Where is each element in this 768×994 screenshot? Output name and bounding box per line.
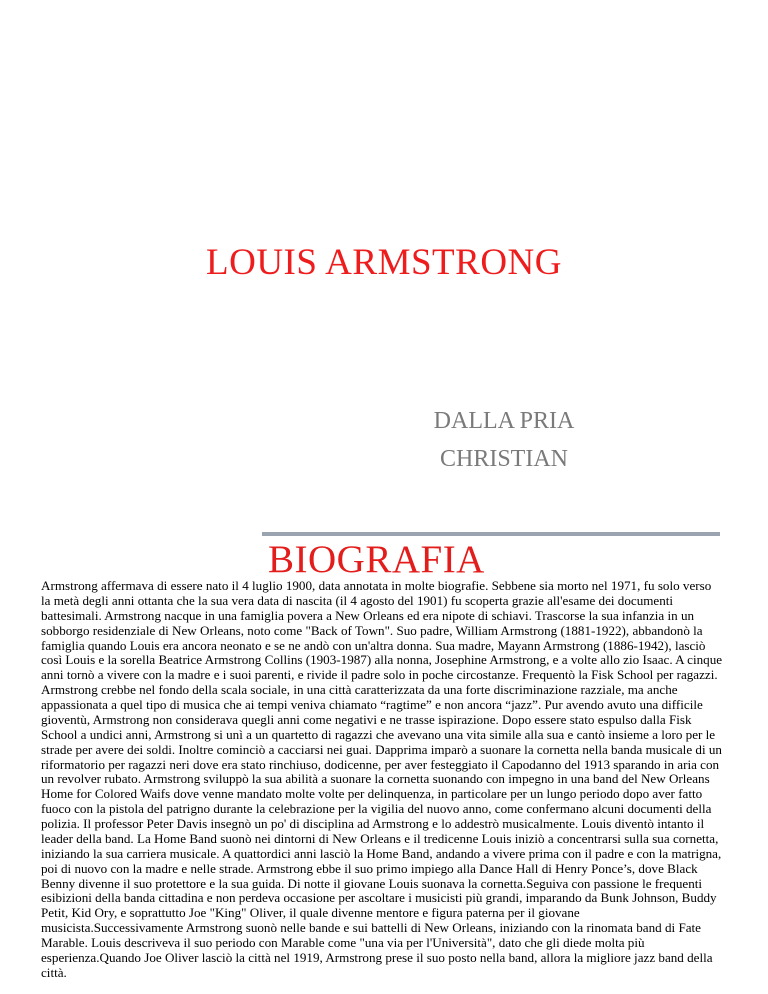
biography-paragraph: Armstrong affermava di essere nato il 4 luglio 1900, data annotata in molte biografie. Sebbene sia morto nel 1971, fu solo verso la metà degli anni ottanta che la sua vera data di nascita (il 4 agosto del 1901) fu scoperta grazie all'esame dei documenti battesimali. Armstrong nacque in una famiglia povera a New Orleans ed era nipote di schiavi. Trascorse la sua infanzia in un sobborgo residenziale di New Orleans, noto come "Back of Town". Suo padre, William Armstrong (1881-1922), abbandonò la famiglia quando Louis era ancora neonato e se ne andò con un'altra donna. Sua madre, Mayann Armstrong (1886-1942), lasciò così Louis e la sorella Beatrice Armstrong Collins (1903-1987) alla nonna, Josephine Armstrong, e a volte allo zio Isaac. A cinque anni tornò a vivere con la madre e i suoi parenti, e rivide il padre solo in poche circostanze. Frequentò la Fisk School per ragazzi. Armstrong crebbe nel fondo della scala sociale, in una città caratterizzata da una forte discriminazione razziale, ma anche appassionata a quel tipo di musica che ai tempi veniva chiamato “ragtime” e non ancora “jazz”. Pur avendo avuto una difficile gioventù, Armstrong non considerava quegli anni come negativi e ne trasse ispirazione. Dopo essere stato espulso dalla Fisk School a undici anni, Armstrong si unì a un quartetto di ragazzi che avevano una vita simile alla sua e cantò insieme a loro per le strade per avere dei soldi. Inoltre cominciò a cacciarsi nei guai. Dapprima imparò a suonare la cornetta nella banda musicale di un riformatorio per ragazzi neri dove era stato rinchiuso, dodicenne, per aver festeggiato il Capodanno del 1913 sparando in aria con un revolver rubato. Armstrong sviluppò la sua abilità a suonare la cornetta suonando con impegno in una band del New Orleans Home for Colored Waifs dove venne mandato molte volte per delinquenza, in particolare per un lungo periodo dopo aver fatto fuoco con la pistola del patrigno durante la celebrazione per la vigilia del nuovo anno, come confermano alcuni documenti della polizia. Il professor Peter Davis insegnò un po' di disciplina ad Armstrong e lo addestrò musicalmente. Louis diventò intanto il leader della band. La Home Band suonò nei dintorni di New Orleans e il tredicenne Louis iniziò a concentrarsi sulla sua cornetta, iniziando la sua carriera musicale. A quattordici anni lasciò la Home Band, andando a vivere prima con il padre e con la matrigna, poi di nuovo con la madre e nelle strade. Armstrong ebbe il suo primo impiego alla Dance Hall di Henry Ponce’s, dove Black Benny divenne il suo protettore e la sua guida. Di notte il giovane Louis suonava la cornetta.Seguiva con passione le frequenti esibizioni della banda cittadina e non perdeva occasione per ascoltare i musicisti più grandi, imparando da Bunk Johnson, Buddy Petit, Kid Ory, e soprattutto Joe "King" Oliver, il quale divenne mentore e figura paterna per il giovane musicista.Successivamente Armstrong suonò nelle bande e sui battelli di New Orleans, iniziando con la rinomata band di Fate Marable. Louis descriveva il suo periodo con Marable come "una via per l'Università", dato che gli diede molta più esperienza.Quando Joe Oliver lasciò la città nel 1919, Armstrong prese il suo posto nella band, allora la migliore jazz band della città.: [41, 578, 723, 980]
author-surname: DALLA PRIA: [433, 408, 575, 434]
document-title: LOUIS ARMSTRONG: [206, 242, 562, 283]
section-divider: [262, 532, 720, 536]
section-title: BIOGRAFIA: [268, 538, 485, 581]
author-block: [390, 402, 618, 478]
author-name: CHRISTIAN: [439, 446, 568, 472]
